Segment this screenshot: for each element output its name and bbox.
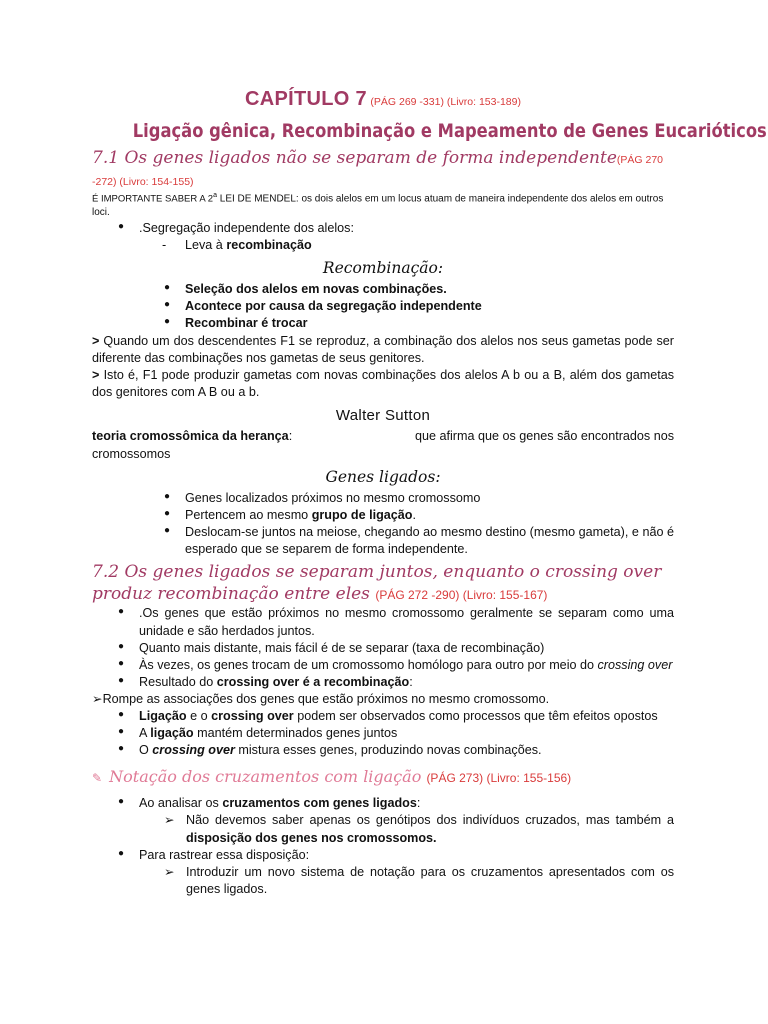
pencil-icon: ✎ <box>92 770 103 785</box>
list-item-bold: ligação <box>150 726 194 741</box>
teoria-left <box>92 428 292 445</box>
list-item <box>92 281 674 298</box>
recombination-paragraph-1: > Quando um dos descendentes F1 se reproduz, a combinação dos alelos nos seus gametas pode ser diferente das combinações nos gametas de seus genitores. <box>92 333 674 367</box>
mendel-note: É IMPORTANTE SABER A 2$^a$ LEI DE MENDEL: os dois alelos em um locus atuam de maneira independente dos alelos em outros loci. <box>92 192 664 219</box>
list-item <box>92 507 674 524</box>
list-item-text: Introduzir um novo sistema de notação para os cruzamentos apresentados com os genes ligados. <box>186 864 674 896</box>
list-item <box>92 315 674 332</box>
mendel-note-caps: É IMPORTANTE SABER A 2 <box>92 193 214 205</box>
list-item-text: .Os genes que estão próximos no mesmo cromossomo geralmente se separam como uma unidade e são herdados juntos. <box>139 606 674 638</box>
list-item-text: mantém determinados genes juntos <box>193 726 398 741</box>
list-item-text: Resultado do <box>139 674 217 689</box>
list-item-bold: disposição dos genes nos cromossomos. <box>186 830 437 845</box>
chapter-ref: (PÁG 269 -331) (Livro: 153-189) <box>370 96 521 108</box>
genes-ligados-list <box>92 490 674 559</box>
chapter-title: CAPÍTULO 7 <box>245 88 367 110</box>
list-item <box>92 708 674 725</box>
list-item-text: mistura esses genes, produzindo novas combinações. <box>234 743 542 758</box>
list-item-text: Pertencem ao mesmo <box>185 507 312 522</box>
genes-ligados-heading: Genes ligados: <box>325 467 441 486</box>
list-item <box>92 298 674 315</box>
sutton-heading: Walter Sutton <box>335 407 431 425</box>
list-item-text: Para rastrear essa disposição: <box>139 847 310 862</box>
recombination-heading: Recombinação: <box>322 259 444 278</box>
teoria-bold: teoria cromossômica da herança <box>92 429 289 444</box>
teoria-line <box>92 428 674 445</box>
list-item-text: Genes localizados próximos no mesmo cromossomo <box>185 490 481 505</box>
teoria-colon: : <box>288 429 293 444</box>
list-item <box>92 864 674 898</box>
chapter-header <box>92 86 674 113</box>
mendel-note-rest: LEI DE MENDEL: os dois alelos em um locus atuam de maneira independente dos alelos em outros loci. <box>92 193 664 219</box>
list-item-bold: cruzamentos com genes ligados <box>222 796 417 811</box>
notacao-heading <box>92 766 674 788</box>
list-item-text: Seleção dos alelos em novas combinações. <box>185 282 447 297</box>
list-item-bold: crossing over <box>152 743 235 758</box>
list-item-text: .Segregação independente dos alelos: <box>139 220 354 235</box>
list-item-bold: crossing over <box>211 709 294 724</box>
list-item-text: podem ser observados como processos que têm efeitos opostos <box>293 709 658 724</box>
list-item-text: Quanto mais distante, mais fácil é de se separar (taxa de recombinação) <box>139 640 545 655</box>
section2-heading-text: 7.2 Os genes ligados se separam juntos, enquanto o crossing over produz recombinação entre eles <box>92 562 662 605</box>
section2-ref: (PÁG 272 -290) (Livro: 155-167) <box>375 588 548 603</box>
list-item-text: : <box>416 796 421 811</box>
list-item-bold: recombinação <box>226 237 312 252</box>
teoria-line-2: cromossomos <box>92 446 171 461</box>
recombination-list <box>92 281 674 332</box>
list-item-text: Leva à <box>185 237 227 252</box>
list-item-italic: crossing over <box>597 657 673 672</box>
notacao-heading-text: Notação dos cruzamentos com ligação <box>109 766 422 786</box>
list-item <box>92 640 674 657</box>
list-item <box>92 674 674 691</box>
list-item-bold: grupo de ligação <box>311 507 413 522</box>
section1-list <box>92 220 674 254</box>
section2-heading <box>92 561 674 605</box>
list-item <box>92 795 674 812</box>
list-item <box>92 812 674 846</box>
list-item-text: e o <box>186 709 212 724</box>
list-item <box>92 657 674 674</box>
notacao-list <box>92 795 674 898</box>
teoria-right: que afirma que os genes são encontrados nos <box>414 429 674 444</box>
list-item <box>92 220 674 237</box>
recombination-paragraph-2: > Isto é, F1 pode produzir gametas com novas combinações dos alelos A b ou a B, além dos gametas dos genitores com A B ou a b. <box>92 367 674 401</box>
list-item-text: Ao analisar os <box>139 796 223 811</box>
list-item-text: . <box>412 507 416 522</box>
list-item <box>92 524 674 558</box>
list-item-text: : <box>409 674 413 689</box>
list-item <box>92 725 674 742</box>
list-item <box>92 490 674 507</box>
list-item-text: A <box>139 726 151 741</box>
list-item-text: Recombinar é trocar <box>185 316 308 331</box>
main-title: Ligação gênica, Recombinação e Mapeamento de Genes Eucarióticos <box>132 120 767 143</box>
list-item <box>92 742 674 759</box>
section1-heading <box>92 147 674 191</box>
list-item-text: Deslocam-se juntos na meiose, chegando ao mesmo destino (mesmo gameta), e não é esperado que se separem de forma independente. <box>185 525 674 557</box>
list-item <box>92 605 674 639</box>
list-item-text: Não devemos saber apenas os genótipos dos indivíduos cruzados, mas também a <box>186 813 674 828</box>
list-item-text: Acontece por causa da segregação independente <box>185 299 482 314</box>
section1-ref: (PÁG 270 -272) (Livro: 154-155) <box>92 154 663 189</box>
document-page <box>92 86 767 898</box>
section2-list <box>92 605 674 691</box>
list-item <box>92 847 674 864</box>
arrow-line: ➢ Rompe as associações dos genes que estão próximos no mesmo cromossomo. <box>92 691 674 708</box>
section2-sublist <box>92 708 674 759</box>
list-item <box>92 237 674 254</box>
list-item-bold: Ligação <box>139 709 187 724</box>
list-item-text: Às vezes, os genes trocam de um cromossomo homólogo para outro por meio do <box>139 657 598 672</box>
list-item-bold: crossing over é a recombinação <box>216 674 410 689</box>
section1-heading-text: 7.1 Os genes ligados não se separam de forma independente <box>92 148 617 169</box>
list-item-text: O <box>139 743 153 758</box>
notacao-ref: (PÁG 273) (Livro: 155-156) <box>426 770 572 785</box>
